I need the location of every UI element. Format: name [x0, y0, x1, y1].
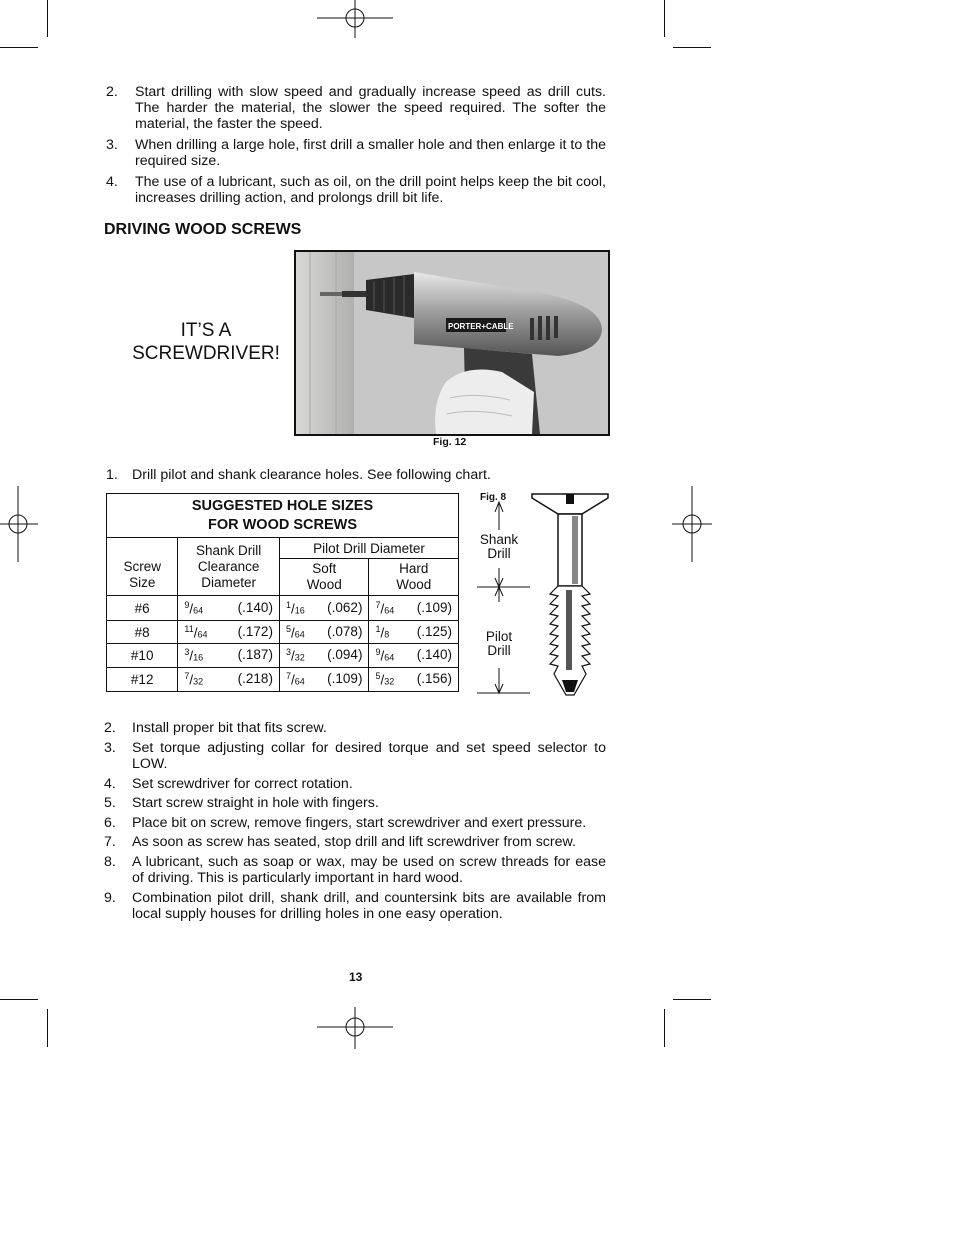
shank-drill-label: Shank Drill: [479, 532, 519, 561]
table-row: #8 $^{11}$/64 (.172) $^5$/64 (.078) $^1$/8 (.125): [107, 621, 459, 644]
registration-mark-top: [315, 0, 395, 40]
list-item: 5. Start screw straight in hole with fingers.: [104, 795, 379, 811]
column-header-screw-size: Screw Size: [107, 538, 178, 596]
hole-size-table: [106, 493, 459, 692]
drill-photo: [294, 250, 610, 436]
list-item: 8. A lubricant, such as soap or wax, may be used on screw threads for ease of driving. This is particularly important in hard wood.: [104, 854, 606, 886]
list-item: 2. Start drilling with slow speed and gradually increase speed as drill cuts. The harder the material, the slower the speed required. The softer the material, the faster the speed.: [106, 84, 606, 132]
screw-diagram: [474, 490, 614, 705]
registration-mark-bottom: [315, 1007, 395, 1051]
drill-brand-label: PORTER+CABLE: [448, 322, 514, 331]
table-title: SUGGESTED HOLE SIZES FOR WOOD SCREWS: [107, 494, 459, 538]
registration-mark-left: [0, 486, 40, 562]
list-item: 4. The use of a lubricant, such as oil, on the drill point helps keep the bit cool, increases drilling action, and prolongs drill bit life.: [106, 174, 606, 206]
table-row: #6 $^9$/64 (.140) $^1$/16 (.062) $^7$/64 (.109): [107, 596, 459, 621]
section-heading: DRIVING WOOD SCREWS: [104, 221, 302, 238]
figure-caption: Fig. 8: [480, 492, 507, 503]
figure-caption: Fig. 12: [433, 436, 467, 448]
list-item: 1. Drill pilot and shank clearance holes. See following chart.: [106, 467, 491, 483]
list-item: 3. When drilling a large hole, first drill a smaller hole and then enlarge it to the required size.: [106, 137, 606, 169]
tagline: IT’S A SCREWDRIVER!: [132, 320, 280, 364]
table-row: #12 $^7$/32 (.218) $^7$/64 (.109) $^5$/32 (.156): [107, 668, 459, 692]
list-item: 7. As soon as screw has seated, stop drill and lift screwdriver from screw.: [104, 834, 576, 850]
drill-illustration: [296, 252, 608, 434]
list-item: 2. Install proper bit that fits screw.: [104, 720, 327, 736]
column-header-pilot-drill: Pilot Drill Diameter: [279, 538, 458, 559]
registration-mark-right: [670, 486, 714, 562]
pilot-drill-label: Pilot Drill: [485, 629, 513, 658]
list-item: 4. Set screwdriver for correct rotation.: [104, 776, 353, 792]
page-number: 13: [349, 970, 363, 984]
list-item: 3. Set torque adjusting collar for desired torque and set speed selector to LOW.: [104, 740, 606, 772]
list-item: 9. Combination pilot drill, shank drill, and countersink bits are available from local supply houses for drilling holes in one easy operation.: [104, 890, 606, 922]
column-header-soft-wood: Soft Wood: [279, 559, 369, 596]
column-header-shank-drill: Shank Drill Clearance Diameter: [178, 538, 280, 596]
column-header-hard-wood: Hard Wood: [369, 559, 459, 596]
list-item: 6. Place bit on screw, remove fingers, start screwdriver and exert pressure.: [104, 815, 587, 831]
table-row: #10 $^3$/16 (.187) $^3$/32 (.094) $^9$/64 (.140): [107, 644, 459, 668]
